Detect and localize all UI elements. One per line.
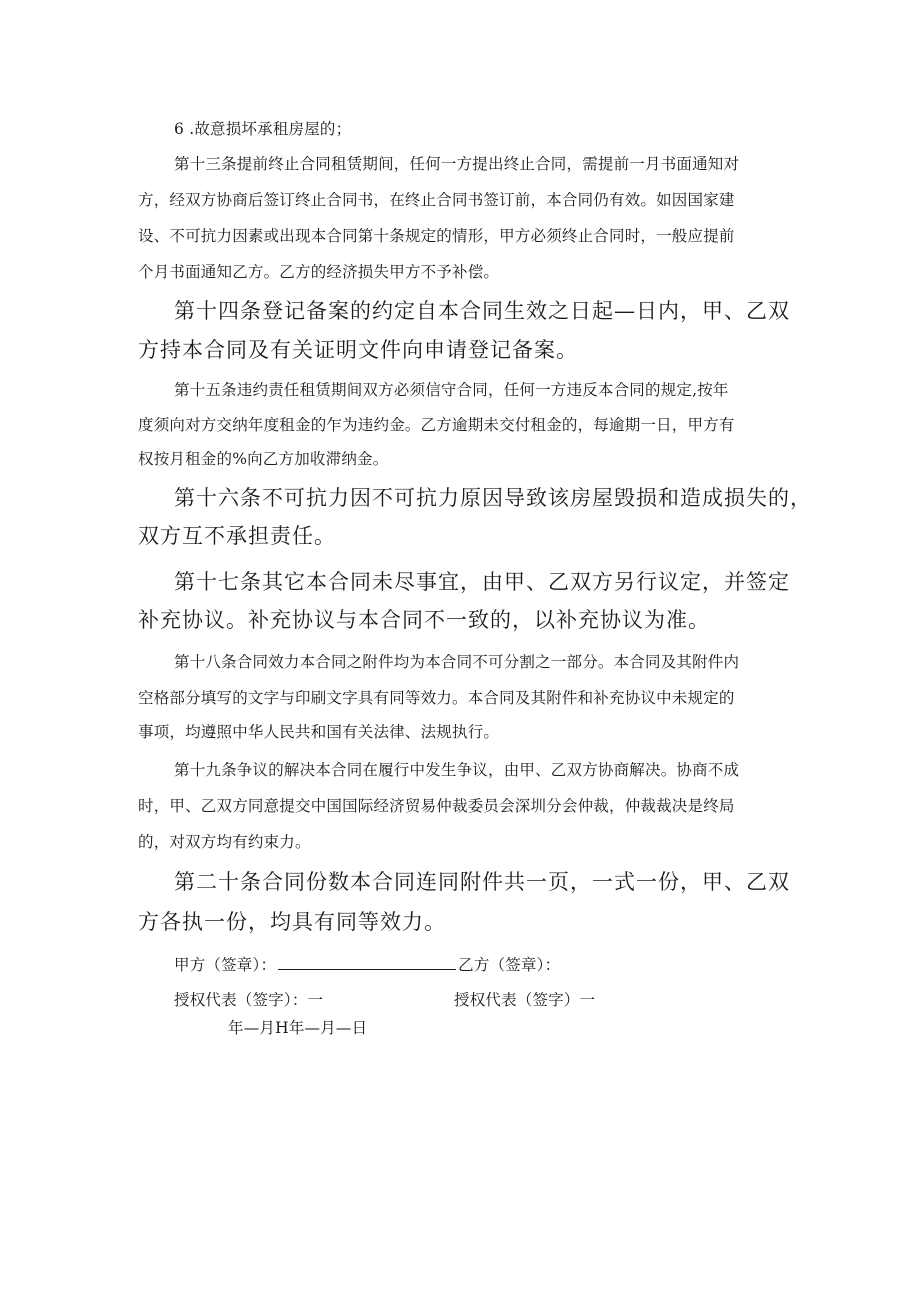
article-18-line-2: 空格部分填写的文字与印刷文字具有同等效力。本合同及其附件和补充协议中未规定的 [138,689,735,707]
article-18-line-1: 第十八条合同效力本合同之附件均为本合同不可分割之一部分。本合同及其附件内 [174,653,740,671]
article-20-line-2: 方各执一份，均具有同等效力。 [138,910,446,934]
article-18-line-3: 事项，均遵照中华人民共和国有关法律、法规执行。 [138,723,500,741]
signature-party-line [174,953,560,975]
article-14-line-2: 方持本合同及有关证明文件向申请登记备案。 [138,338,578,362]
party-a-signature-blank [278,955,456,970]
article-19-line-3: 的，对双方均有约束力。 [138,833,311,851]
article-17-line-1: 第十七条其它本合同未尽事宜，由甲、乙双方另行议定，并签定 [174,570,790,594]
article-13-line-3: 设、不可抗力因素或出现本合同第十条规定的情形，甲方必须终止合同时，一般应提前 [138,227,735,245]
article-16-line-1: 第十六条不可抗力因不可抗力原因导致该房屋毁损和造成损失的， [174,486,812,510]
article-14-line-1: 第十四条登记备案的约定自本合同生效之日起—日内，甲、乙双 [174,299,790,323]
article-15-line-2: 度须向对方交纳年度租金的乍为违约金。乙方逾期未交付租金的，每逾期一日，甲方有 [138,416,735,434]
article-17-line-2: 补充协议。补充协议与本合同不一致的，以补充协议为准。 [138,608,710,632]
article-13-line-2: 方，经双方协商后签订终止合同书，在终止合同书签订前，本合同仍有效。如因国家建 [138,191,735,209]
article-13-line-4: 个月书面通知乙方。乙方的经济损失甲方不予补偿。 [138,263,500,281]
rep-b-signature: 授权代表（签字）一 [454,991,596,1009]
rep-a-signature: 授权代表（签字）：一 [174,991,324,1009]
party-b-signature-label: 乙方（签章）： [458,956,561,974]
article-16-line-2: 双方互不承担责任。 [138,524,336,548]
article-15-line-3: 权按月租金的%向乙方加收滞纳金。 [138,450,389,468]
article-20-line-1: 第二十条合同份数本合同连同附件共一页，一式一份，甲、乙双 [174,870,790,894]
item-6: 6 .故意损坏承租房屋的； [174,120,352,138]
party-a-signature-label: 甲方（签章）： [174,956,277,974]
article-15-line-1: 第十五条违约责任租赁期间双方必须信守合同，任何一方违反本合同的规定,按年 [174,381,729,399]
article-13-line-1: 第十三条提前终止合同租赁期间，任何一方提出终止合同，需提前一月书面通知对 [174,155,740,173]
article-19-line-2: 时，甲、乙双方同意提交中国国际经济贸易仲裁委员会深圳分会仲裁，仲裁裁决是终局 [138,797,735,815]
signature-dates: 年—月H年—月—日 [228,1019,368,1037]
article-19-line-1: 第十九条争议的解决本合同在履行中发生争议，由甲、乙双方协商解决。协商不成 [174,761,740,779]
